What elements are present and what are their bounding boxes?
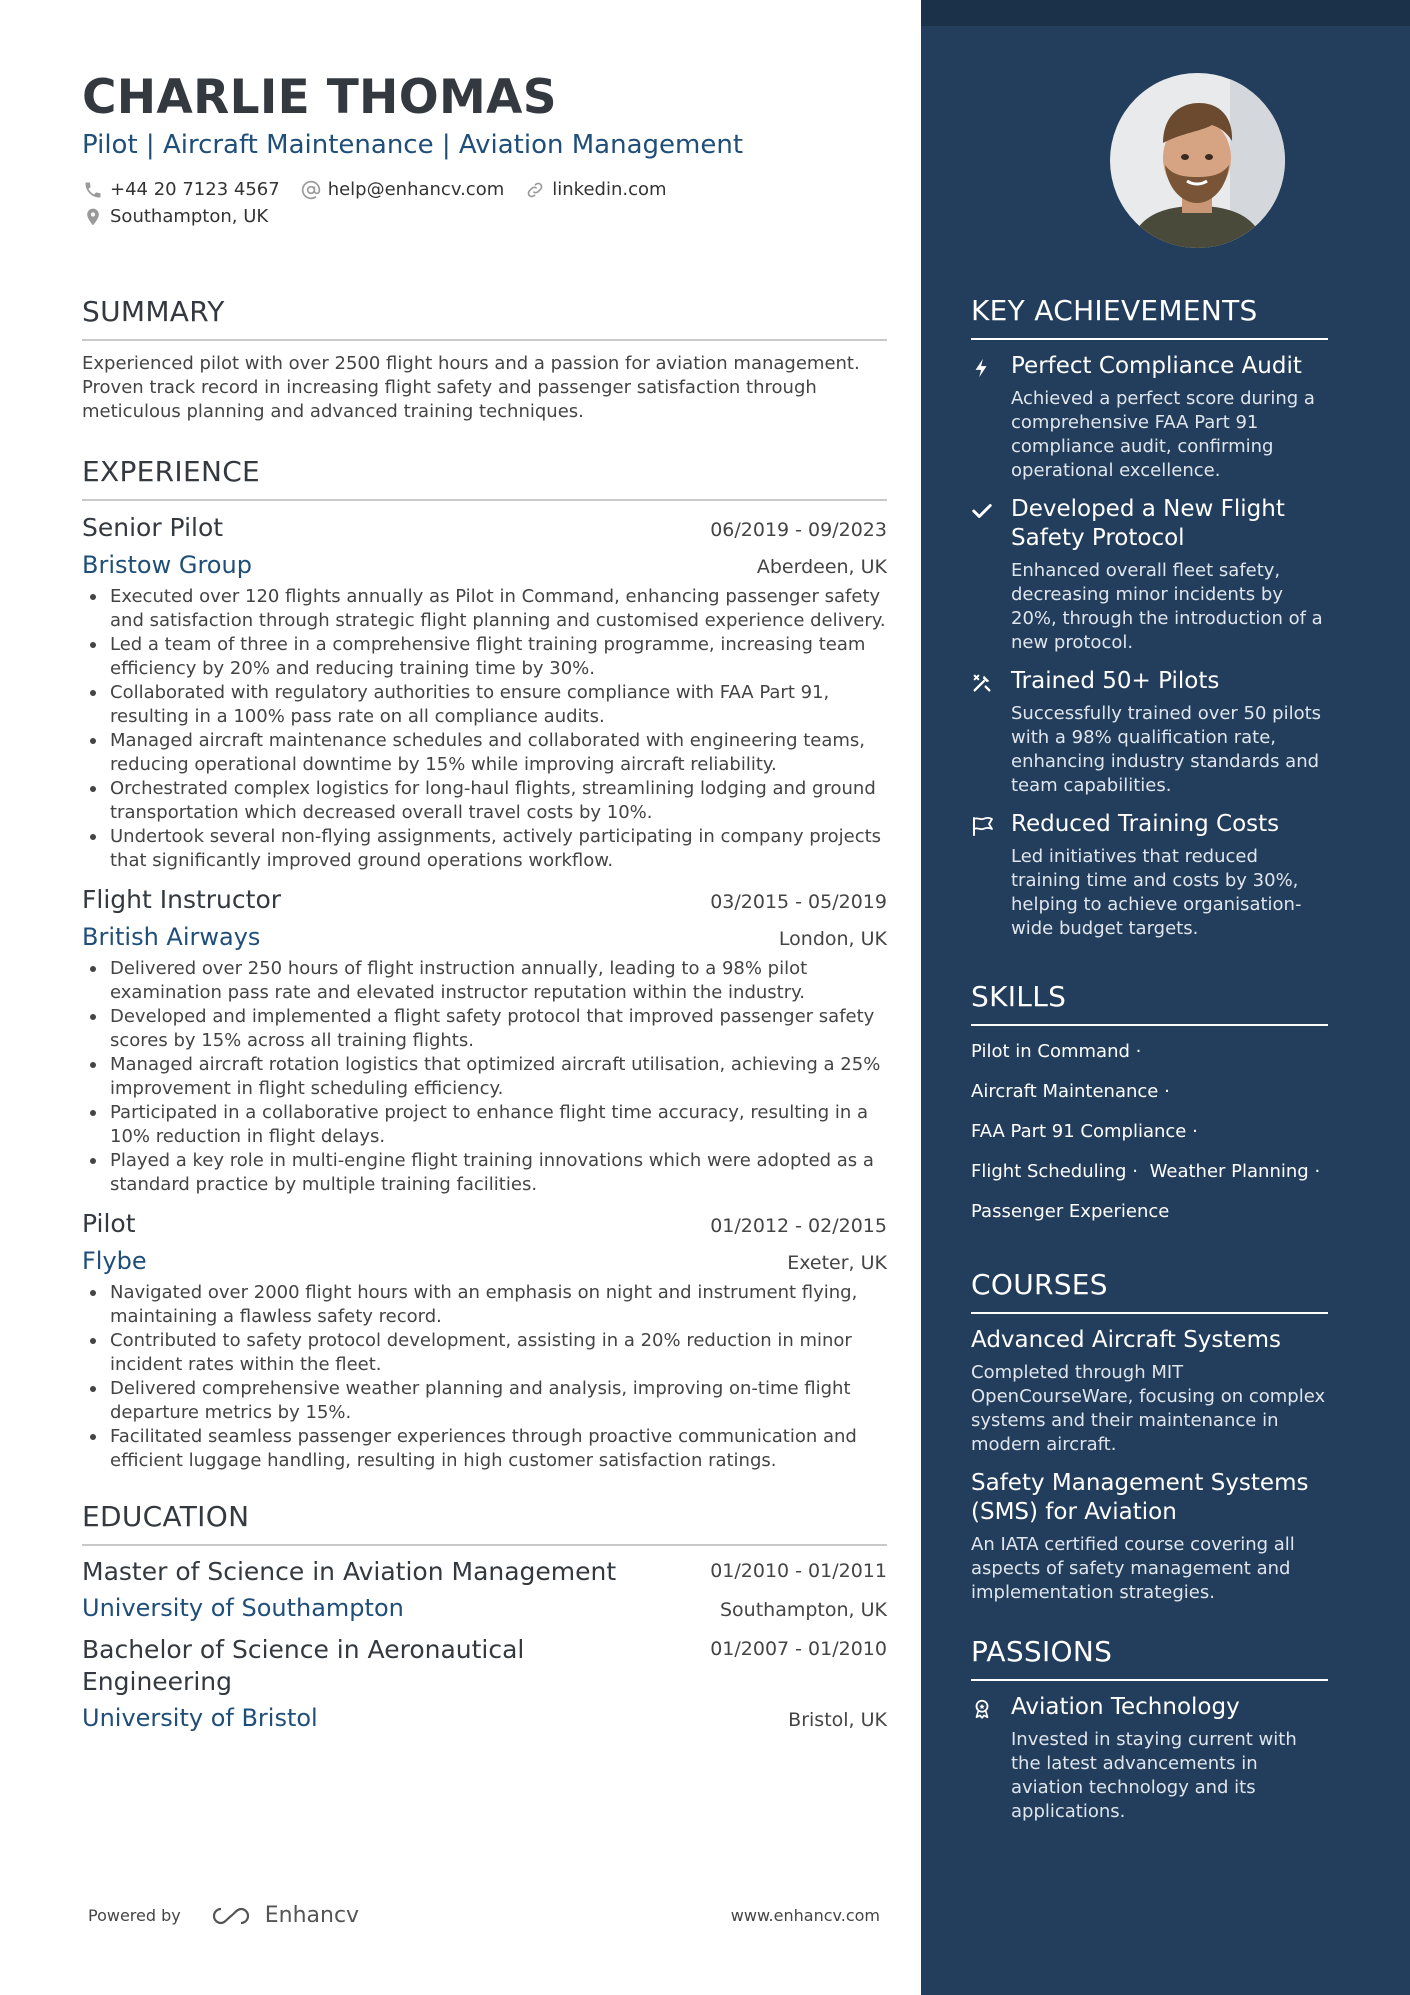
job-dates: 03/2015 - 05/2019 — [710, 891, 887, 913]
job-bullet: Executed over 120 flights annually as Pilot in Command, enhancing passenger safety and satisfaction through strategic flight planning and customised experience delivery. — [82, 585, 887, 633]
course-desc: Completed through MIT OpenCourseWare, focusing on complex systems and their maintenance in modern aircraft. — [971, 1362, 1326, 1455]
job-bullets — [82, 585, 887, 873]
passions-section — [971, 1634, 1328, 1824]
achievement-desc: Successfully trained over 50 pilots with a 98% qualification rate, enhancing industry standards and team capabilities. — [1011, 703, 1322, 796]
skill-item: Passenger Experience — [971, 1201, 1170, 1222]
job-dates: 06/2019 - 09/2023 — [710, 519, 887, 541]
job-bullet: Delivered comprehensive weather planning and analysis, improving on-time flight departure metrics by 15%. — [82, 1377, 887, 1425]
edu-dates: 01/2010 - 01/2011 — [710, 1560, 887, 1582]
linkedin-text: linkedin.com — [552, 179, 667, 200]
job-role: Flight Instructor — [82, 885, 282, 914]
summary-text: Experienced pilot with over 2500 flight hours and a passion for aviation management. Proven track record in increasing flight safety and passenger satisfaction through meticulous planning and advanced training techniques. — [82, 353, 860, 422]
achievement-title: Developed a New Flight Safety Protocol — [1011, 496, 1285, 551]
achievements-section — [971, 293, 1328, 941]
edu-school: University of Southampton — [82, 1594, 404, 1622]
job-company: Bristow Group — [82, 551, 252, 579]
job-bullet: Managed aircraft rotation logistics that optimized aircraft utilisation, achieving a 25% improvement in flight scheduling efficiency. — [82, 1053, 887, 1101]
powered-by-text: Powered by — [88, 1906, 181, 1925]
job-entry — [82, 511, 887, 873]
job-bullet: Delivered over 250 hours of flight instruction annually, leading to a 98% pilot examination pass rate and elevated instructor reputation within the industry. — [82, 957, 887, 1005]
achievements-heading: KEY ACHIEVEMENTS — [971, 293, 1328, 340]
job-bullet: Orchestrated complex logistics for long-haul flights, streamlining lodging and ground transportation which decreased overall travel costs by 10%. — [82, 777, 887, 825]
candidate-headline: Pilot | Aircraft Maintenance | Aviation Management — [82, 130, 744, 160]
job-location: London, UK — [778, 928, 887, 950]
job-bullet: Developed and implemented a flight safety protocol that improved passenger safety scores by 15% across all training flights. — [82, 1005, 887, 1053]
location-text: Southampton, UK — [110, 206, 269, 227]
award-ribbon-icon — [971, 1697, 993, 1721]
courses-section — [971, 1267, 1328, 1605]
experience-heading: EXPERIENCE — [82, 454, 887, 501]
contact-phone[interactable] — [82, 176, 280, 203]
education-heading: EDUCATION — [82, 1499, 887, 1546]
brand-logo[interactable] — [207, 1903, 359, 1928]
education-entry — [82, 1556, 887, 1624]
edu-degree: Bachelor of Science in Aeronautical Engineering — [82, 1635, 525, 1696]
contact-email[interactable] — [300, 176, 505, 203]
contact-linkedin[interactable] — [524, 176, 666, 203]
passion-desc: Invested in staying current with the latest advancements in aviation technology and its applications. — [1011, 1729, 1297, 1822]
website-link[interactable]: www.enhancv.com — [730, 1906, 880, 1925]
achievement-desc: Led initiatives that reduced training time and costs by 30%, helping to achieve organisation-wide budget targets. — [1011, 846, 1302, 939]
course-title: Advanced Aircraft Systems — [971, 1327, 1281, 1353]
passion-item — [971, 1693, 1328, 1824]
skill-item: Pilot in Command · — [971, 1041, 1142, 1062]
phone-icon — [82, 179, 104, 201]
achievement-desc: Enhanced overall fleet safety, decreasing minor incidents by 20%, through the introduction of a new protocol. — [1011, 560, 1323, 653]
job-location: Aberdeen, UK — [756, 556, 887, 578]
edu-location: Bristol, UK — [788, 1709, 887, 1731]
check-icon — [971, 499, 993, 523]
skill-item: FAA Part 91 Compliance · — [971, 1121, 1198, 1142]
course-desc: An IATA certified course covering all aspects of safety management and implementation strategies. — [971, 1534, 1295, 1603]
achievement-title: Reduced Training Costs — [1011, 811, 1280, 837]
job-bullet: Managed aircraft maintenance schedules and collaborated with engineering teams, reducing operational downtime by 15% while improving aircraft reliability. — [82, 729, 887, 777]
job-role: Pilot — [82, 1209, 136, 1238]
job-bullets — [82, 1281, 887, 1473]
job-entry — [82, 1207, 887, 1473]
avatar — [1110, 73, 1285, 248]
main-content — [82, 70, 887, 1734]
achievement-item — [971, 352, 1328, 483]
candidate-name: CHARLIE THOMAS — [82, 70, 557, 125]
job-company: Flybe — [82, 1247, 147, 1275]
job-bullet: Participated in a collaborative project to enhance flight time accuracy, resulting in a 10% reduction in flight delays. — [82, 1101, 887, 1149]
course-title: Safety Management Systems (SMS) for Aviation — [971, 1470, 1309, 1525]
sidebar — [921, 0, 1410, 1995]
skills-heading: SKILLS — [971, 979, 1328, 1026]
location-pin-icon — [82, 206, 104, 228]
at-sign-icon — [300, 179, 322, 201]
course-item — [971, 1326, 1328, 1457]
tools-icon — [971, 671, 993, 695]
course-item — [971, 1469, 1328, 1605]
achievement-item — [971, 667, 1328, 798]
achievement-title: Perfect Compliance Audit — [1011, 353, 1302, 379]
achievement-item — [971, 495, 1328, 655]
courses-heading: COURSES — [971, 1267, 1328, 1314]
job-role: Senior Pilot — [82, 513, 224, 542]
skills-section — [971, 979, 1328, 1232]
job-bullet: Led a team of three in a comprehensive flight training programme, increasing team efficiency by 20% and reducing training time by 30%. — [82, 633, 887, 681]
achievement-item — [971, 810, 1328, 941]
phone-text: +44 20 7123 4567 — [110, 179, 280, 200]
passion-title: Aviation Technology — [1011, 1694, 1240, 1720]
edu-location: Southampton, UK — [720, 1599, 887, 1621]
edu-dates: 01/2007 - 01/2010 — [710, 1638, 887, 1660]
sidebar-top-bar — [921, 0, 1410, 26]
job-bullet: Contributed to safety protocol development, assisting in a 20% reduction in minor incident rates within the fleet. — [82, 1329, 887, 1377]
summary-heading: SUMMARY — [82, 294, 887, 341]
footer — [88, 1903, 880, 1928]
job-location: Exeter, UK — [787, 1252, 887, 1274]
brand-name: Enhancv — [264, 1903, 360, 1928]
achievement-title: Trained 50+ Pilots — [1011, 668, 1220, 694]
edu-school: University of Bristol — [82, 1704, 318, 1732]
skill-item: Aircraft Maintenance · — [971, 1081, 1170, 1102]
enhancv-logo-icon — [207, 1904, 255, 1928]
job-company: British Airways — [82, 923, 261, 951]
job-bullet: Navigated over 2000 flight hours with an emphasis on night and instrument flying, maintaining a flawless safety record. — [82, 1281, 887, 1329]
job-bullet: Played a key role in multi-engine flight training innovations which were adopted as a standard practice by multiple training facilities. — [82, 1149, 887, 1197]
email-text: help@enhancv.com — [327, 179, 505, 200]
contact-info — [82, 176, 887, 230]
job-bullet: Facilitated seamless passenger experiences through proactive communication and efficient luggage handling, resulting in high customer satisfaction ratings. — [82, 1425, 887, 1473]
lightning-icon — [971, 356, 993, 380]
job-bullet: Collaborated with regulatory authorities to ensure compliance with FAA Part 91, resulting in a 100% pass rate on all compliance audits. — [82, 681, 887, 729]
link-icon — [524, 179, 546, 201]
job-entry — [82, 883, 887, 1197]
skill-item: Weather Planning · — [1149, 1161, 1321, 1182]
job-bullets — [82, 957, 887, 1197]
flag-icon — [971, 814, 995, 838]
skill-item: Flight Scheduling · — [971, 1161, 1138, 1182]
contact-location — [82, 203, 268, 230]
achievement-desc: Achieved a perfect score during a comprehensive FAA Part 91 compliance audit, confirming operational excellence. — [1011, 388, 1315, 481]
education-entry — [82, 1634, 887, 1734]
passions-heading: PASSIONS — [971, 1634, 1328, 1681]
job-bullet: Undertook several non-flying assignments, actively participating in company projects that significantly improved ground operations workflow. — [82, 825, 887, 873]
skills-list — [971, 1032, 1328, 1232]
edu-degree: Master of Science in Aviation Management — [82, 1557, 617, 1586]
job-dates: 01/2012 - 02/2015 — [710, 1215, 887, 1237]
